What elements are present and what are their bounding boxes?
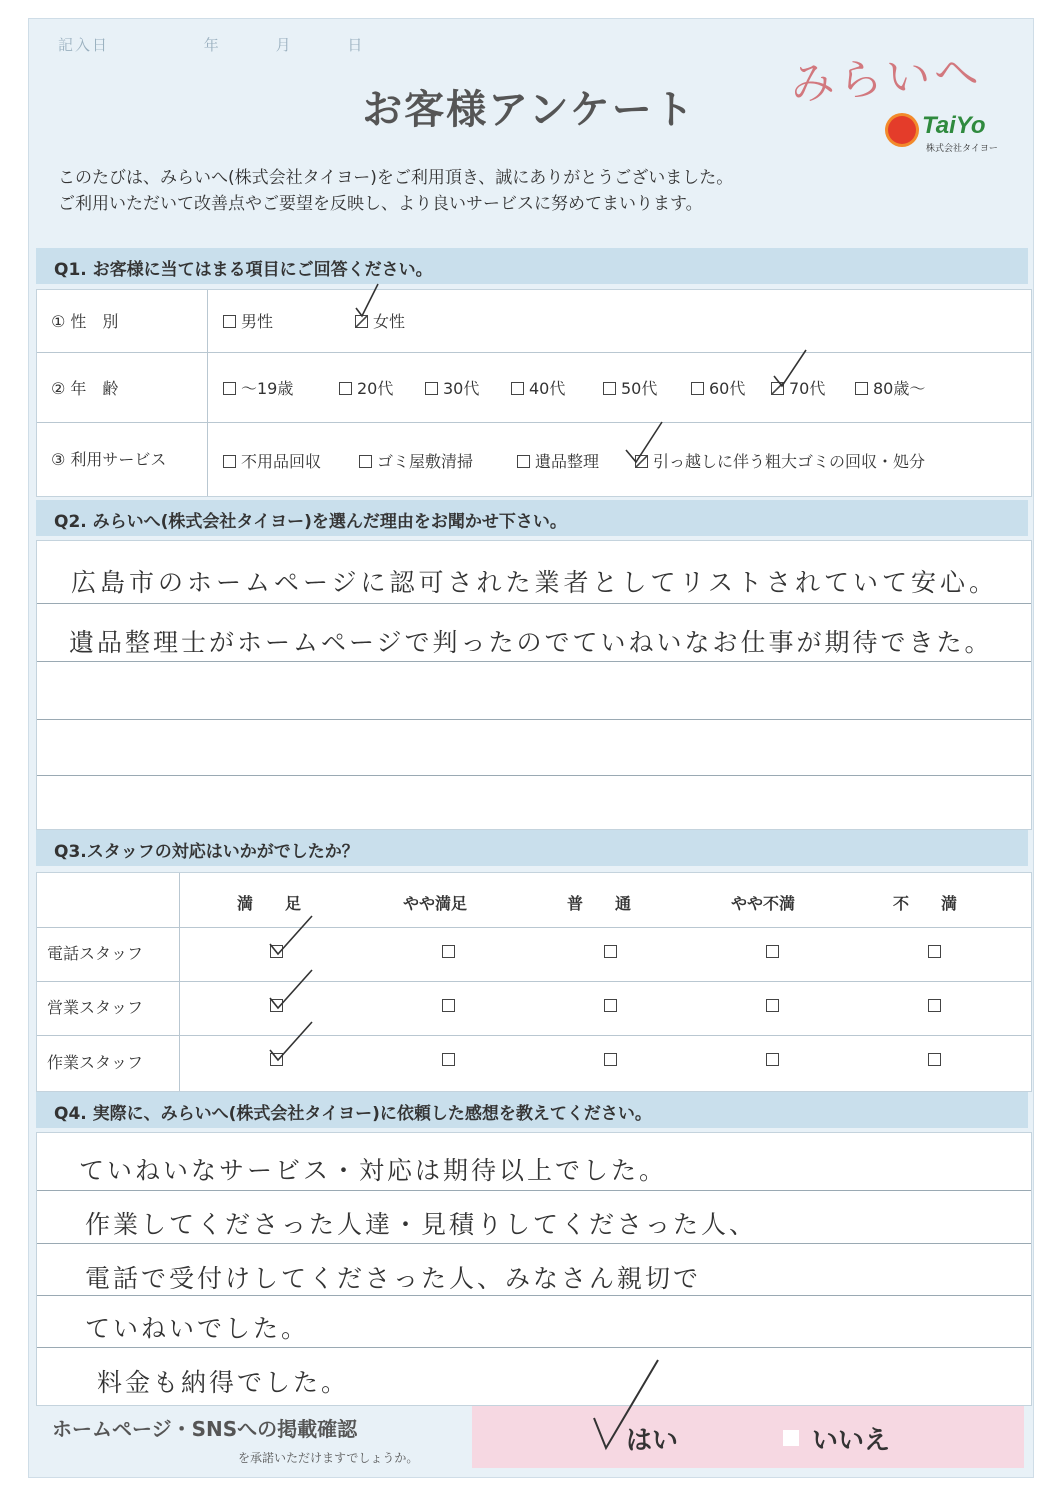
- q4-answer-line: ていねいなサービス・対応は期待以上でした。: [79, 1156, 668, 1185]
- q4-title: Q4. 実際に、みらいへ(株式会社タイヨー)に依頼した感想を教えてください。: [54, 1104, 652, 1124]
- rating-checkbox[interactable]: [928, 1053, 941, 1066]
- consent-subtitle: を承諾いただけますでしょうか。: [238, 1451, 419, 1465]
- q4-answer-line: 電話で受付けしてくださった人、みなさん親切で: [85, 1264, 702, 1293]
- column-header: 普 通: [567, 894, 632, 913]
- ruled-line: [37, 661, 1031, 662]
- service-label: ③ 利用サービス: [51, 450, 167, 469]
- age-label: ② 年 齢: [51, 379, 119, 398]
- option-label: 40代: [529, 379, 566, 398]
- handwritten-check-icon: [266, 966, 316, 1014]
- option-label: 引っ越しに伴う粗大ゴミの回収・処分: [653, 452, 926, 471]
- intro-line: このたびは、みらいへ(株式会社タイヨー)をご利用頂き、誠にありがとうございました。: [58, 168, 734, 188]
- q3-section-bar: [36, 830, 1028, 866]
- age-option[interactable]: [511, 376, 565, 399]
- checkbox-icon[interactable]: [783, 1430, 799, 1446]
- handwritten-check-icon: [588, 1356, 664, 1456]
- sun-icon: [888, 116, 916, 144]
- day-label: 日: [347, 36, 365, 54]
- month-label: 月: [275, 36, 293, 54]
- intro-line: ご利用いただいて改善点やご要望を反映し、より良いサービスに努めてまいります。: [58, 194, 703, 214]
- age-option[interactable]: [223, 376, 293, 399]
- q4-answer-line: 料金も納得でした。: [97, 1368, 350, 1397]
- age-option[interactable]: [691, 376, 745, 399]
- handwritten-check-icon: [770, 346, 810, 392]
- ruled-line: [37, 1295, 1031, 1296]
- gender-option-male[interactable]: [223, 309, 273, 332]
- option-label: 女性: [373, 312, 406, 331]
- checkbox-icon[interactable]: [691, 382, 704, 395]
- handwritten-check-icon: [266, 912, 316, 960]
- rating-checkbox[interactable]: [604, 945, 617, 958]
- q2-answer-line: 遺品整理士がホームページで判ったのでていねいなお仕事が期待できた。: [69, 628, 993, 657]
- rating-checkbox[interactable]: [442, 945, 455, 958]
- q4-answer-area: [36, 1132, 1032, 1406]
- logo-company-name: 株式会社タイヨー: [926, 144, 998, 154]
- checkbox-icon[interactable]: [855, 382, 868, 395]
- age-option[interactable]: [425, 376, 479, 399]
- service-option[interactable]: [635, 449, 925, 472]
- rating-checkbox[interactable]: [928, 999, 941, 1012]
- option-label: 50代: [621, 379, 658, 398]
- rating-checkbox[interactable]: [442, 999, 455, 1012]
- q3-table: [36, 872, 1032, 1092]
- row-divider: [37, 981, 1031, 982]
- handwritten-check-icon: [266, 1018, 316, 1066]
- option-label: 70代: [789, 379, 826, 398]
- rating-checkbox[interactable]: [766, 999, 779, 1012]
- checkbox-icon[interactable]: [339, 382, 352, 395]
- option-label: 60代: [709, 379, 746, 398]
- column-header: やや不満: [731, 894, 796, 913]
- service-option[interactable]: [359, 449, 473, 472]
- q3-title: Q3.スタッフの対応はいかがでしたか？: [54, 842, 359, 862]
- age-option[interactable]: [603, 376, 657, 399]
- rating-checkbox[interactable]: [928, 945, 941, 958]
- checkbox-icon[interactable]: [511, 382, 524, 395]
- date-fields: [58, 34, 412, 55]
- row-divider: [37, 927, 1031, 928]
- q1-title: Q1. お客様に当てはまる項目にご回答ください。: [54, 260, 433, 280]
- q2-answer-line: 広島市のホームページに認可された業者としてリストされていて安心。: [71, 568, 999, 597]
- row-divider: [37, 422, 1031, 423]
- rating-checkbox[interactable]: [604, 999, 617, 1012]
- handwritten-check-icon: [352, 282, 382, 322]
- rating-checkbox[interactable]: [766, 945, 779, 958]
- checkbox-icon[interactable]: [223, 455, 236, 468]
- handwritten-check-icon: [622, 418, 666, 468]
- option-label: 20代: [357, 379, 394, 398]
- option-label: ゴミ屋敷清掃: [377, 452, 474, 471]
- option-label: 男性: [241, 312, 274, 331]
- page-title: お客様アンケート: [362, 87, 696, 133]
- q3-divider: [179, 873, 180, 1091]
- consent-yes-option[interactable]: はい: [626, 1426, 679, 1456]
- checkbox-icon[interactable]: [425, 382, 438, 395]
- checkbox-icon[interactable]: [223, 315, 236, 328]
- date-label: 記入日: [58, 36, 110, 54]
- year-label: 年: [203, 36, 221, 54]
- age-option[interactable]: [855, 376, 925, 399]
- handwritten-brand: みらいへ: [788, 46, 984, 111]
- ruled-line: [37, 1190, 1031, 1191]
- row-divider: [37, 1035, 1031, 1036]
- q4-answer-line: 作業してくださった人達・見積りしてくださった人、: [85, 1210, 758, 1239]
- ruled-line: [37, 719, 1031, 720]
- checkbox-icon[interactable]: [603, 382, 616, 395]
- service-option[interactable]: [517, 449, 599, 472]
- checkbox-icon[interactable]: [359, 455, 372, 468]
- rating-checkbox[interactable]: [766, 1053, 779, 1066]
- company-logo: [882, 112, 1012, 152]
- q2-section-bar: [36, 500, 1028, 536]
- checkbox-icon[interactable]: [223, 382, 236, 395]
- consent-title: ホームページ・SNSへの掲載確認: [52, 1417, 358, 1441]
- ruled-line: [37, 1347, 1031, 1348]
- option-label: ～19歳: [241, 379, 294, 398]
- consent-no-option[interactable]: いいえ: [812, 1426, 891, 1456]
- gender-label: ① 性 別: [51, 312, 119, 331]
- column-header: 満 足: [237, 894, 302, 913]
- column-header: やや満足: [403, 894, 468, 913]
- service-option[interactable]: [223, 449, 321, 472]
- option-label: 30代: [443, 379, 480, 398]
- intro-text: [58, 165, 733, 217]
- row-divider: [37, 352, 1031, 353]
- q4-answer-line: ていねいでした。: [85, 1314, 310, 1343]
- ruled-line: [37, 1243, 1031, 1244]
- q4-section-bar: [36, 1092, 1028, 1128]
- q1-section-bar: [36, 248, 1028, 284]
- logo-wordmark: TaiYo: [922, 112, 986, 139]
- rating-checkbox[interactable]: [604, 1053, 617, 1066]
- q2-answer-area: [36, 540, 1032, 830]
- option-label: 80歳～: [873, 379, 926, 398]
- consent-answer-panel: [472, 1406, 1024, 1468]
- rating-checkbox[interactable]: [442, 1053, 455, 1066]
- option-label: 遺品整理: [535, 452, 600, 471]
- row-label: 営業スタッフ: [47, 998, 144, 1017]
- ruled-line: [37, 603, 1031, 604]
- row-label: 作業スタッフ: [47, 1053, 144, 1072]
- checkbox-icon[interactable]: [517, 455, 530, 468]
- column-header: 不 満: [893, 894, 958, 913]
- ruled-line: [37, 775, 1031, 776]
- q1-table: [36, 289, 1032, 497]
- age-option[interactable]: [339, 376, 393, 399]
- option-label: 不用品回収: [241, 452, 322, 471]
- q1-divider: [207, 290, 208, 496]
- row-label: 電話スタッフ: [47, 944, 144, 963]
- q2-title: Q2. みらいへ(株式会社タイヨー)を選んだ理由をお聞かせ下さい。: [54, 512, 567, 532]
